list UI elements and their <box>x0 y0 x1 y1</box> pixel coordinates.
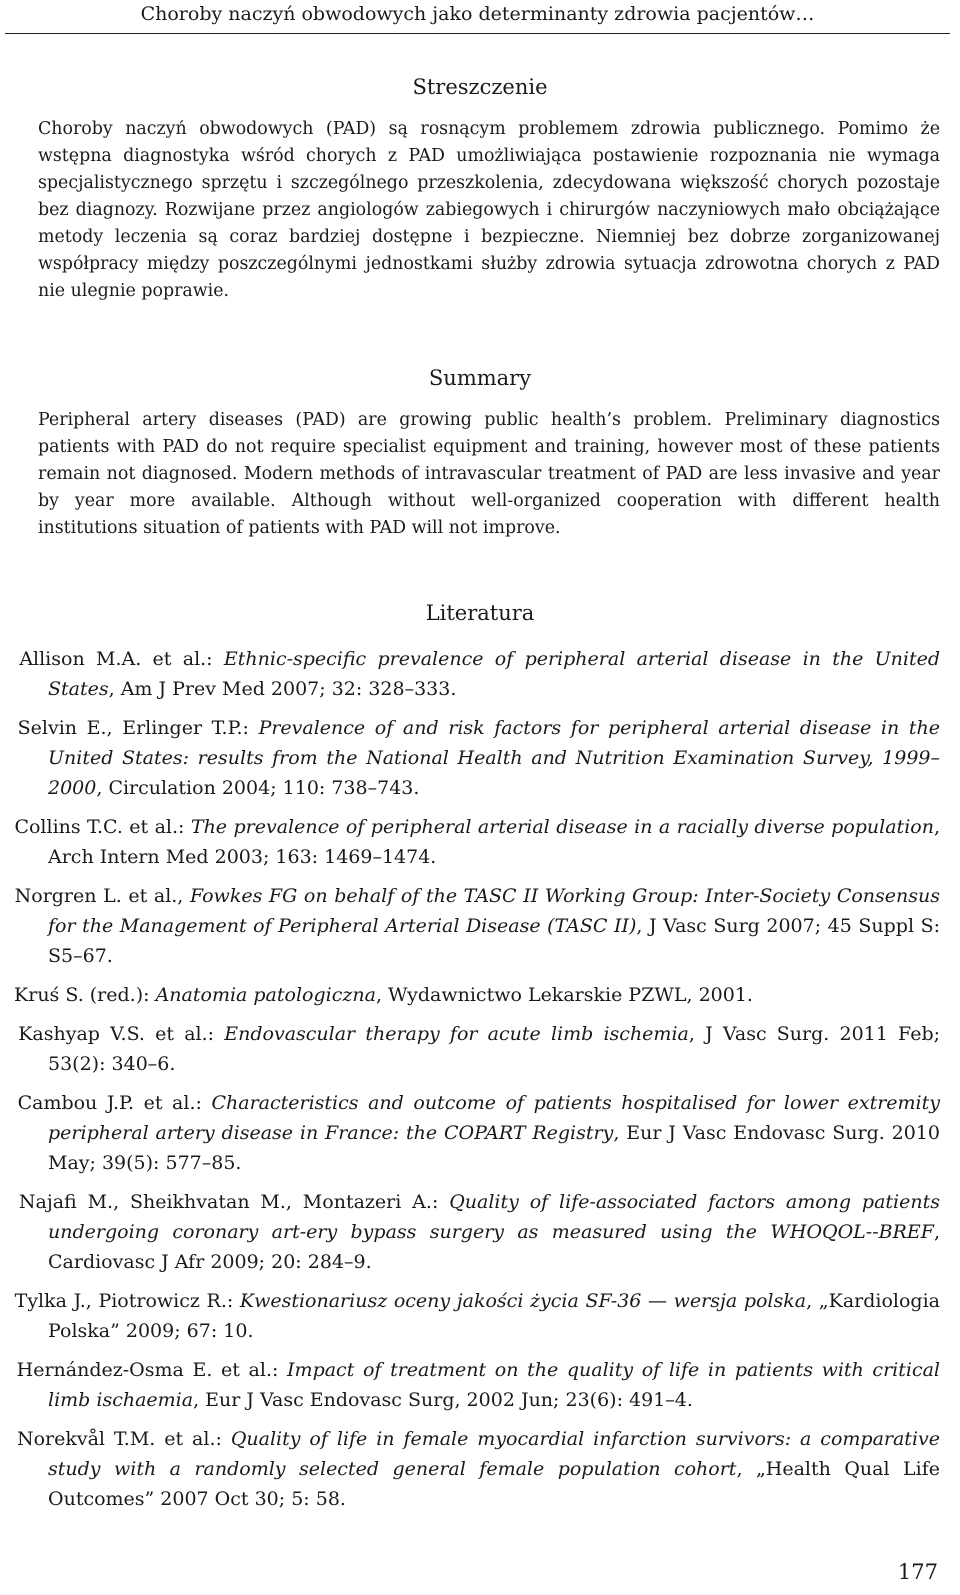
reference-item <box>8 1355 940 1415</box>
reference-title: Quality of life-associated factors among patients undergoing coronary art-ery bypass surgery as measured using the WHOQOL--BREF <box>48 1191 941 1243</box>
reference-item <box>8 812 940 872</box>
reference-title: Kwestionariusz oceny jakości życia SF-36 — wersja polska <box>239 1290 807 1312</box>
reference-source: , Eur J Vasc Endovasc Surg. 2010 May; 39(5): 577–85. <box>48 1122 940 1174</box>
reference-item <box>8 1088 940 1178</box>
reference-source: , Wydawnictwo Lekarskie PZWL, 2001. <box>375 984 753 1006</box>
page-number: 177 <box>897 1560 938 1584</box>
streszczenie-text: Choroby naczyń obwodowych (PAD) są rosnącym problemem zdrowia publicznego. Pomimo że wstępna diagnostyka wśród chorych z PAD umożliwiająca postawienie rozpoznania nie wymaga specjalistycznego sprzętu i szczególnego przeszkolenia, zdecydowana większość chorych pozostaje bez diagnozy. Rozwijane przez angiologów zabiegowych i chirurgów naczyniowych mało obciążające metody leczenia są coraz bardziej dostępne i bezpieczne. Niemniej bez dobrze zorganizowanej współpracy między poszczególnymi jednostkami służby zdrowia sytuacja zdrowotna chorych z PAD nie ulegnie poprawie. <box>38 119 940 301</box>
reference-source: , Am J Prev Med 2007; 32: 328–333. <box>108 678 457 700</box>
reference-item <box>8 713 940 803</box>
reference-item <box>8 1187 940 1277</box>
reference-source: , Arch Intern Med 2003; 163: 1469–1474. <box>48 816 940 868</box>
reference-authors: Allison M.A. et al.: <box>19 648 224 670</box>
reference-title: Endovascular therapy for acute limb ischemia <box>224 1023 689 1045</box>
reference-item <box>8 980 940 1010</box>
reference-title: Characteristics and outcome of patients hospitalised for lower extremity peripheral artery disease in France: the COPART Registry <box>48 1092 940 1144</box>
literatura-heading: Literatura <box>425 601 535 625</box>
reference-source: , „Health Qual Life Outcomes” 2007 Oct 30; 5: 58. <box>48 1458 940 1510</box>
reference-authors: Tylka J., Piotrowicz R.: <box>14 1290 240 1312</box>
streszczenie-heading: Streszczenie <box>412 75 548 99</box>
reference-authors: Najafi M., Sheikhvatan M., Montazeri A.: <box>18 1191 450 1213</box>
reference-title: Fowkes FG on behalf of the TASC II Working Group: Inter-Society Consensus for the Management of Peripheral Arterial Disease (TASC II) <box>48 885 940 937</box>
summary-text: Peripheral artery diseases (PAD) are growing public health’s problem. Preliminary diagnostics patients with PAD do not require specialist equipment and training, however most of these patients remain not diagnosed. Modern methods of intravascular treatment of PAD are less invasive and year by year more available. Although without well-organized cooperation with different health institutions situation of patients with PAD will not improve. <box>38 410 940 538</box>
reference-item <box>8 881 940 971</box>
reference-authors: Collins T.C. et al.: <box>14 816 191 838</box>
running-head: Choroby naczyń obwodowych jako determinanty zdrowia pacjentów… <box>5 0 950 34</box>
reference-title: Anatomia patologiczna <box>155 984 376 1006</box>
reference-authors: Selvin E., Erlinger T.P.: <box>17 717 259 739</box>
reference-title: Impact of treatment on the quality of life in patients with critical limb ischaemia <box>48 1359 940 1411</box>
reference-list <box>8 644 940 1523</box>
reference-authors: Norgren L. et al., <box>14 885 190 907</box>
reference-source: , J Vasc Surg. 2011 Feb; 53(2): 340–6. <box>48 1023 941 1075</box>
reference-authors: Norekvål T.M. et al.: <box>16 1428 231 1450</box>
reference-item <box>8 644 940 704</box>
reference-title: Quality of life in female myocardial infarction survivors: a comparative study with a randomly selected general female population cohort <box>48 1428 940 1480</box>
reference-authors: Cambou J.P. et al.: <box>17 1092 212 1114</box>
reference-source: , „Kardiologia Polska” 2009; 67: 10. <box>48 1290 940 1342</box>
reference-source: , Circulation 2004; 110: 738–743. <box>96 777 420 799</box>
reference-source: , J Vasc Surg 2007; 45 Suppl S: S5–67. <box>48 915 940 967</box>
reference-source: , Cardiovasc J Afr 2009; 20: 284–9. <box>48 1221 940 1273</box>
reference-item <box>8 1424 940 1514</box>
reference-item <box>8 1286 940 1346</box>
reference-title: Ethnic-specific prevalence of peripheral arterial disease in the United States <box>48 648 940 700</box>
reference-title: The prevalence of peripheral arterial disease in a racially diverse population <box>190 816 934 838</box>
reference-authors: Kashyap V.S. et al.: <box>18 1023 225 1045</box>
reference-authors: Hernández-Osma E. et al.: <box>16 1359 288 1381</box>
reference-item <box>8 1019 940 1079</box>
reference-source: , Eur J Vasc Endovasc Surg, 2002 Jun; 23(6): 491–4. <box>193 1389 693 1411</box>
reference-title: Prevalence of and risk factors for peripheral arterial disease in the United States: results from the National Health and Nutrition Examination Survey, 1999–2000 <box>48 717 940 799</box>
reference-authors: Kruś S. (red.): <box>14 984 156 1006</box>
summary-heading: Summary <box>428 366 532 390</box>
